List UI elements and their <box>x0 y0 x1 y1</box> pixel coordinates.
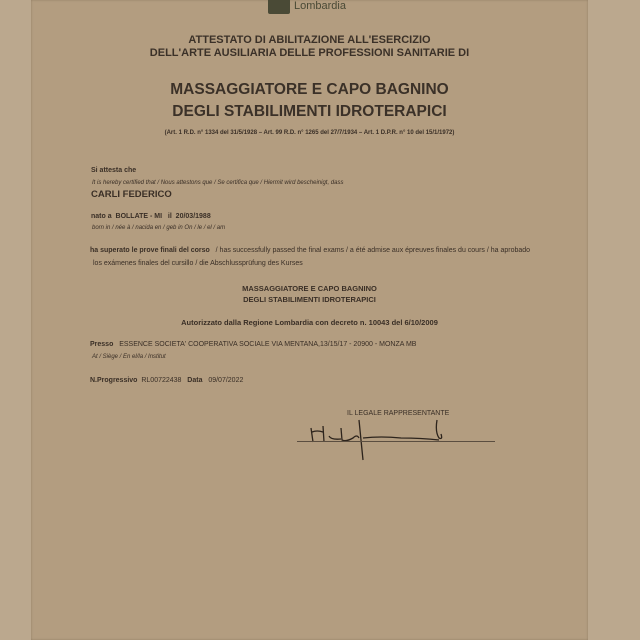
header-line-2: DELL'ARTE AUSILIARIA DELLE PROFESSIONI SANITARIE DI <box>149 47 470 59</box>
course-line-1: MASSAGGIATORE E CAPO BAGNINO <box>242 284 377 293</box>
birth-translation: born in / née à / nacida en / geb in On / le / el / am <box>92 225 226 231</box>
presso-value: ESSENCE SOCIETA' COOPERATIVA SOCIALE VIA MENTANA,13/15/17 - 20900 - MONZA MB <box>119 341 417 348</box>
passed-line <box>90 247 530 254</box>
signature-icon <box>301 412 451 462</box>
passed-label: ha superato le prove finali del corso <box>90 247 210 254</box>
logo-text: Lombardia <box>294 0 346 12</box>
birth-date: 20/03/1988 <box>175 213 211 220</box>
date-label: Data <box>187 377 203 384</box>
course-line-2: DEGLI STABILIMENTI IDROTERAPICI <box>243 295 376 304</box>
holder-name: CARLI FEDERICO <box>91 189 172 200</box>
title-line-1: MASSAGGIATORE E CAPO BAGNINO <box>170 81 449 98</box>
legal-references: (Art. 1 R.D. n° 1334 del 31/5/1928 – Art. 99 R.D. n° 1265 del 27/7/1934 – Art. 1 D.P.R. n° 10 del 15/1/1972) <box>164 130 455 136</box>
birth-line <box>91 213 211 220</box>
certify-translation: It is hereby certified that / Nous attestons que / Se certifica que / Hiermit wird bescheinigt, dass <box>92 180 344 186</box>
passed-translation-2: los exámenes finales del cursillo / die Abschlussprüfung des Kurses <box>93 260 303 267</box>
progressivo-value: RL00722438 <box>141 377 182 384</box>
region-logo-icon <box>268 0 290 14</box>
birth-date-label: il <box>167 213 172 220</box>
title-line-2: DEGLI STABILIMENTI IDROTERAPICI <box>172 103 447 120</box>
passed-translation-1: / has successfully passed the final exams / a été admise aux épreuves finales du cours / ha aprobado <box>215 247 531 254</box>
presso-translation: At / Siège / En el/la / Institut <box>92 354 166 360</box>
authorization: Autorizzato dalla Regione Lombardia con decreto n. 10043 del 6/10/2009 <box>181 318 438 327</box>
progressivo-line <box>90 377 243 384</box>
certify-label: Si attesta che <box>91 167 137 174</box>
signature-label: IL LEGALE RAPPRESENTANTE <box>347 410 450 417</box>
presso-label: Presso <box>90 341 114 348</box>
header-line-1: ATTESTATO DI ABILITAZIONE ALL'ESERCIZIO <box>188 34 431 46</box>
birth-place: BOLLATE - MI <box>115 213 163 220</box>
date-value: 09/07/2022 <box>208 377 244 384</box>
birth-label: nato a <box>91 213 112 220</box>
signature-line <box>297 441 495 442</box>
certificate-page <box>31 0 588 640</box>
progressivo-label: N.Progressivo <box>90 377 138 384</box>
presso-line <box>90 341 416 348</box>
